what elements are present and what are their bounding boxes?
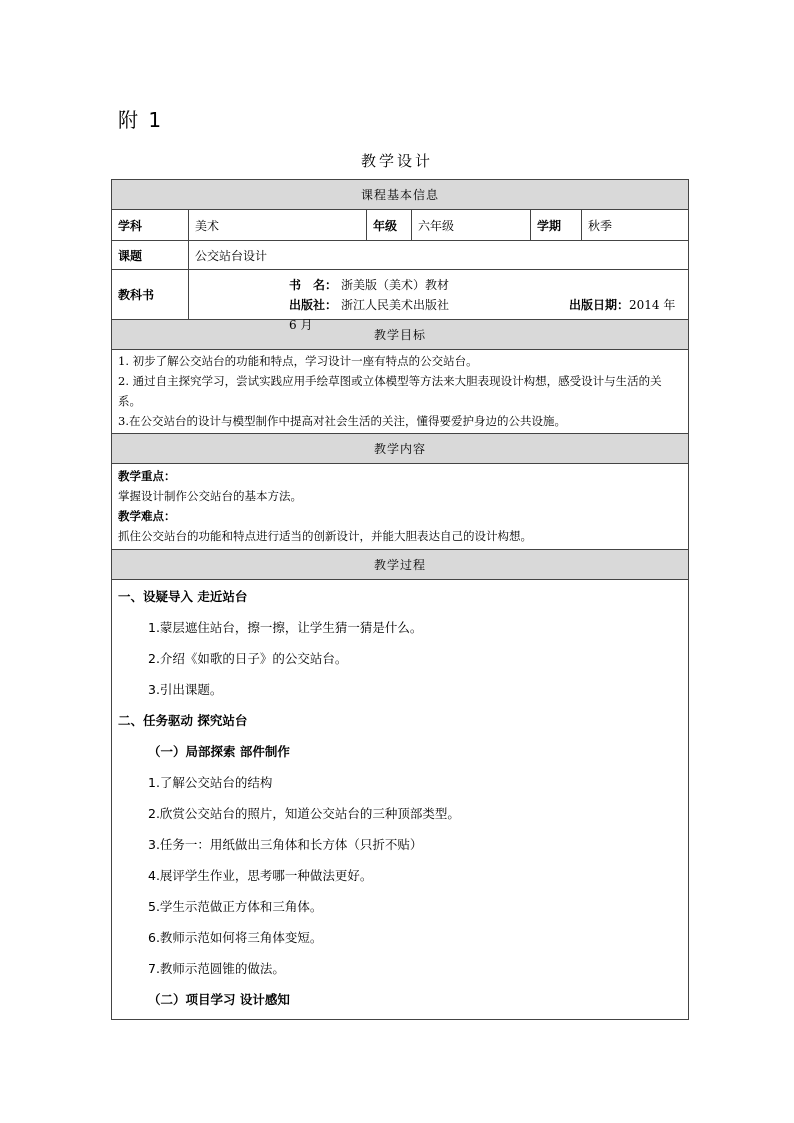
content-cell: [112, 464, 689, 550]
goal-item: 3.在公交站台的设计与模型制作中提高对社会生活的关注，懂得要爱护身边的公共设施。: [118, 414, 566, 428]
key-point-label: 教学重点：: [118, 469, 176, 483]
textbook-name-line: [289, 275, 682, 295]
book-name-key: 书 名：: [289, 277, 338, 292]
publish-date-value: 2014 年 6 月: [289, 297, 676, 332]
book-name-value: 浙美版（美术）教材: [341, 277, 450, 292]
process-cell: [112, 580, 689, 1020]
difficulty-label: 教学难点：: [118, 509, 176, 523]
goals-band: 教学目标: [112, 320, 689, 350]
publish-date-key: 出版日期：: [569, 297, 630, 312]
process-step: 1.了解公交站台的结构: [148, 775, 273, 790]
goal-item: 2. 通过自主探究学习，尝试实践应用手绘草图或立体模型等方法来大胆表现设计构想，感受设计与生活的关系。: [118, 374, 662, 408]
textbook-label: 教科书: [112, 270, 189, 320]
grade-label: 年级: [367, 210, 412, 241]
term-value: 秋季: [582, 210, 689, 241]
goals-cell: [112, 350, 689, 434]
process-step: 2.欣赏公交站台的照片，知道公交站台的三种顶部类型。: [148, 806, 460, 821]
subject-label: 学科: [112, 210, 189, 241]
process-band: 教学过程: [112, 550, 689, 580]
subsection-heading: （一）局部探索 部件制作: [148, 744, 290, 759]
difficulty-text: 抓住公交站台的功能和特点进行适当的创新设计，并能大胆表达自己的设计构想。: [118, 529, 532, 543]
grade-value: 六年级: [412, 210, 531, 241]
process-step: 6.教师示范如何将三角体变短。: [148, 930, 323, 945]
process-step: 1.蒙层遮住站台，擦一擦，让学生猜一猜是什么。: [148, 620, 423, 635]
process-step: 5.学生示范做正方体和三角体。: [148, 899, 323, 914]
basic-info-band: 课程基本信息: [112, 180, 689, 210]
content-band: 教学内容: [112, 434, 689, 464]
document-title: 教学设计: [360, 152, 433, 170]
process-step: 3.任务一：用纸做出三角体和长方体（只折不贴）: [148, 837, 423, 852]
lesson-plan-table: [111, 179, 689, 1020]
textbook-info: [189, 270, 689, 332]
publisher-key: 出版社：: [289, 297, 338, 312]
term-label: 学期: [531, 210, 582, 241]
publisher-value: 浙江人民美术出版社: [341, 297, 450, 312]
goal-item: 1. 初步了解公交站台的功能和特点，学习设计一座有特点的公交站台。: [118, 354, 478, 368]
process-step: 3.引出课题。: [148, 682, 223, 697]
process-step: 4.展评学生作业，思考哪一种做法更好。: [148, 868, 373, 883]
process-step: 7.教师示范圆锥的做法。: [148, 961, 285, 976]
publisher-line: [289, 295, 682, 332]
section-heading: 二、任务驱动 探究站台: [118, 713, 248, 728]
topic-value: 公交站台设计: [189, 241, 689, 270]
topic-label: 课题: [112, 241, 189, 270]
section-heading: 一、设疑导入 走近站台: [118, 589, 248, 604]
appendix-label: 附 1: [118, 108, 164, 132]
key-point-text: 掌握设计制作公交站台的基本方法。: [118, 489, 302, 503]
subsection-heading: （二）项目学习 设计感知: [148, 992, 290, 1007]
process-step: 2.介绍《如歌的日子》的公交站台。: [148, 651, 348, 666]
subject-value: 美术: [189, 210, 367, 241]
